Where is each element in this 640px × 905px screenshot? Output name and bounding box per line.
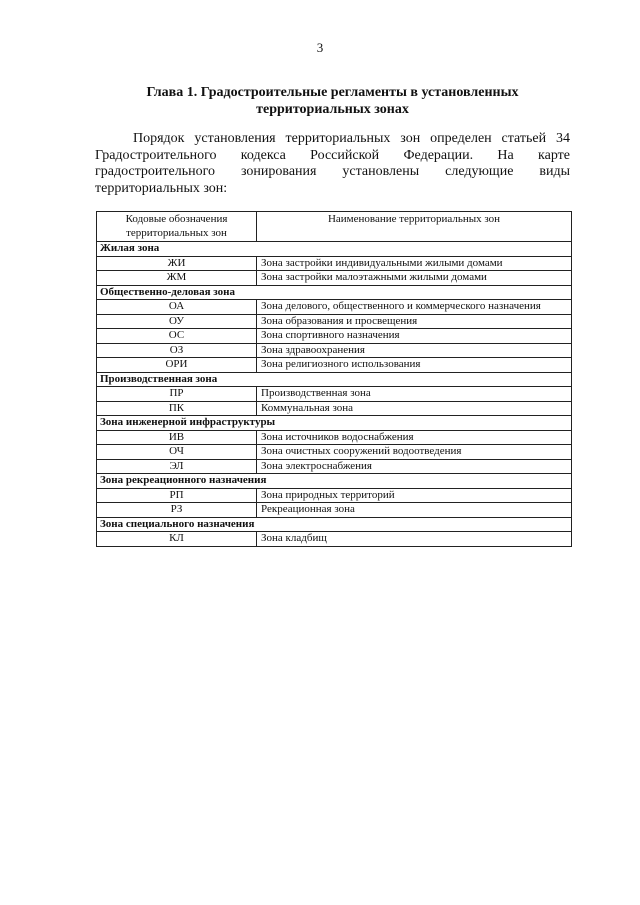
zone-name: Зона религиозного использования bbox=[257, 358, 572, 373]
zone-name: Рекреационная зона bbox=[257, 503, 572, 518]
zone-name: Зона электроснабжения bbox=[257, 459, 572, 474]
zone-code: ПР bbox=[97, 387, 257, 402]
group-title: Производственная зона bbox=[97, 372, 572, 387]
group-row bbox=[97, 416, 572, 431]
zones-table-body bbox=[97, 242, 572, 547]
zone-code: ЖИ bbox=[97, 256, 257, 271]
zone-name: Зона кладбищ bbox=[257, 532, 572, 547]
zone-name: Зона источников водоснабжения bbox=[257, 430, 572, 445]
header-code: Кодовые обозначения территориальных зон bbox=[97, 212, 257, 242]
intro-paragraph: Порядок установления территориальных зон определен статьей 34 Градостроительного кодекса Российской Федерации. На карте градостроительного зонирования установлены следующие виды территориальных зон: bbox=[95, 131, 570, 196]
zone-name: Зона застройки малоэтажными жилыми домами bbox=[257, 271, 572, 286]
zone-code: ЭЛ bbox=[97, 459, 257, 474]
header-name: Наименование территориальных зон bbox=[257, 212, 572, 242]
table-row bbox=[97, 329, 572, 344]
zone-name: Зона делового, общественного и коммерческого назначения bbox=[257, 300, 572, 315]
table-row bbox=[97, 387, 572, 402]
zone-name: Зона очистных сооружений водоотведения bbox=[257, 445, 572, 460]
group-row bbox=[97, 285, 572, 300]
group-title: Жилая зона bbox=[97, 242, 572, 257]
table-row bbox=[97, 503, 572, 518]
table-header-row bbox=[97, 212, 572, 242]
group-row bbox=[97, 474, 572, 489]
table-row bbox=[97, 445, 572, 460]
zone-code: ОС bbox=[97, 329, 257, 344]
zones-table bbox=[96, 211, 572, 547]
table-row bbox=[97, 343, 572, 358]
group-row bbox=[97, 517, 572, 532]
zone-name: Производственная зона bbox=[257, 387, 572, 402]
table-row bbox=[97, 430, 572, 445]
table-row bbox=[97, 488, 572, 503]
zone-code: ИВ bbox=[97, 430, 257, 445]
zone-code: ОЧ bbox=[97, 445, 257, 460]
group-title: Зона инженерной инфраструктуры bbox=[97, 416, 572, 431]
zone-name: Зона спортивного назначения bbox=[257, 329, 572, 344]
zone-name: Зона природных территорий bbox=[257, 488, 572, 503]
chapter-title: Глава 1. Градостроительные регламенты в установленных территориальных зонах bbox=[146, 85, 519, 117]
table-row bbox=[97, 256, 572, 271]
zone-name: Зона здравоохранения bbox=[257, 343, 572, 358]
zone-code: ОРИ bbox=[97, 358, 257, 373]
zone-code: КЛ bbox=[97, 532, 257, 547]
table-row bbox=[97, 271, 572, 286]
zone-code: РЗ bbox=[97, 503, 257, 518]
table-row bbox=[97, 532, 572, 547]
group-title: Общественно-деловая зона bbox=[97, 285, 572, 300]
group-row bbox=[97, 242, 572, 257]
zone-code: ОЗ bbox=[97, 343, 257, 358]
zone-code: ОУ bbox=[97, 314, 257, 329]
page-number: 3 bbox=[316, 40, 324, 55]
zone-name: Коммунальная зона bbox=[257, 401, 572, 416]
group-row bbox=[97, 372, 572, 387]
table-row bbox=[97, 300, 572, 315]
zone-name: Зона образования и просвещения bbox=[257, 314, 572, 329]
zone-code: ПК bbox=[97, 401, 257, 416]
zone-code: ОА bbox=[97, 300, 257, 315]
group-title: Зона специального назначения bbox=[97, 517, 572, 532]
table-row bbox=[97, 358, 572, 373]
zone-code: РП bbox=[97, 488, 257, 503]
zone-name: Зона застройки индивидуальными жилыми домами bbox=[257, 256, 572, 271]
group-title: Зона рекреационного назначения bbox=[97, 474, 572, 489]
table-row bbox=[97, 314, 572, 329]
table-row bbox=[97, 401, 572, 416]
table-row bbox=[97, 459, 572, 474]
zone-code: ЖМ bbox=[97, 271, 257, 286]
